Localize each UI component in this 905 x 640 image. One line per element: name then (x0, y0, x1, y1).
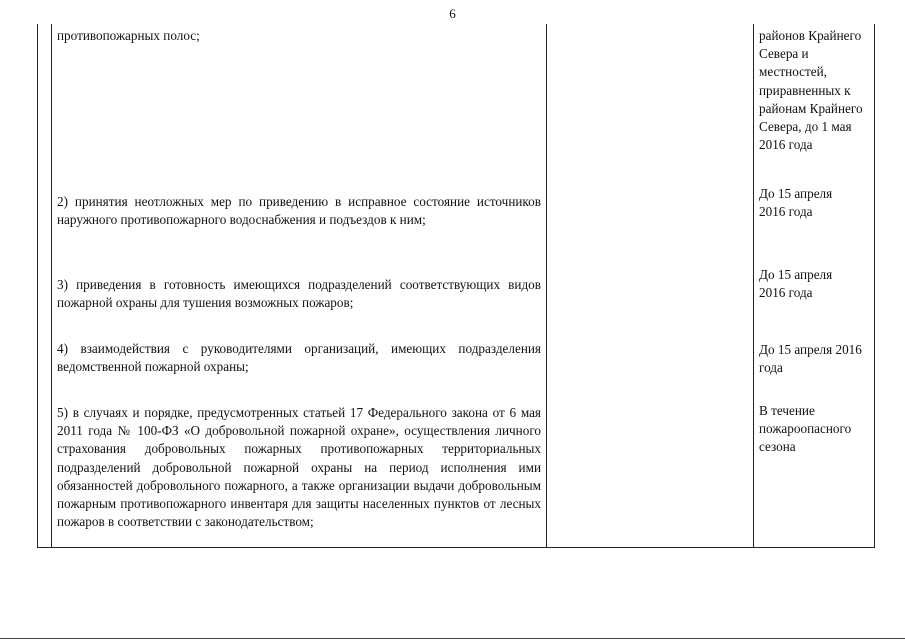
measure-cell: противопожарных полос; (57, 28, 200, 43)
deadline-cell: В течение пожароопасного сезона (759, 403, 852, 455)
deadline-cell: До 15 апреля 2016 года (759, 186, 833, 220)
deadline-cell: До 15 апреля 2016 года (759, 342, 862, 376)
deadline-cell: До 15 апреля 2016 года (759, 267, 833, 301)
page-bottom-edge (0, 638, 905, 639)
measure-cell: 3) приведения в готовность имеющихся подразделений соответствующих видов пожарной охраны для тушения возможных пожаров; (57, 277, 541, 311)
page-number: 6 (449, 6, 456, 21)
measure-cell: 2) принятия неотложных мер по приведению в исправное состояние источников наружного противопожарного водоснабжения и подъездов к ним; (57, 194, 541, 228)
measure-cell: 4) взаимодействия с руководителями организаций, имеющих подразделения ведомственной пожарной охраны; (57, 341, 541, 375)
measure-cell: 5) в случаях и порядке, предусмотренных статьей 17 Федерального закона от 6 мая 2011 года № 100-ФЗ «О добровольной пожарной охране», осуществления личного страхования добровольных пожарных противопожарных территориальных подразделений добровольной пожарной охраны на период исполнения ими обязанностей добровольного пожарного, а также организации выдачи добровольным пожарным противопожарного инвентаря для защиты населенных пунктов от лесных пожаров в соответствии с законодательством; (57, 405, 541, 530)
column-divider (51, 24, 52, 548)
column-divider (753, 24, 754, 548)
column-divider (546, 24, 547, 548)
deadline-cell: районов Крайнего Севера и местностей, приравненных к районам Крайнего Севера, до 1 мая 2016 года (759, 28, 863, 153)
